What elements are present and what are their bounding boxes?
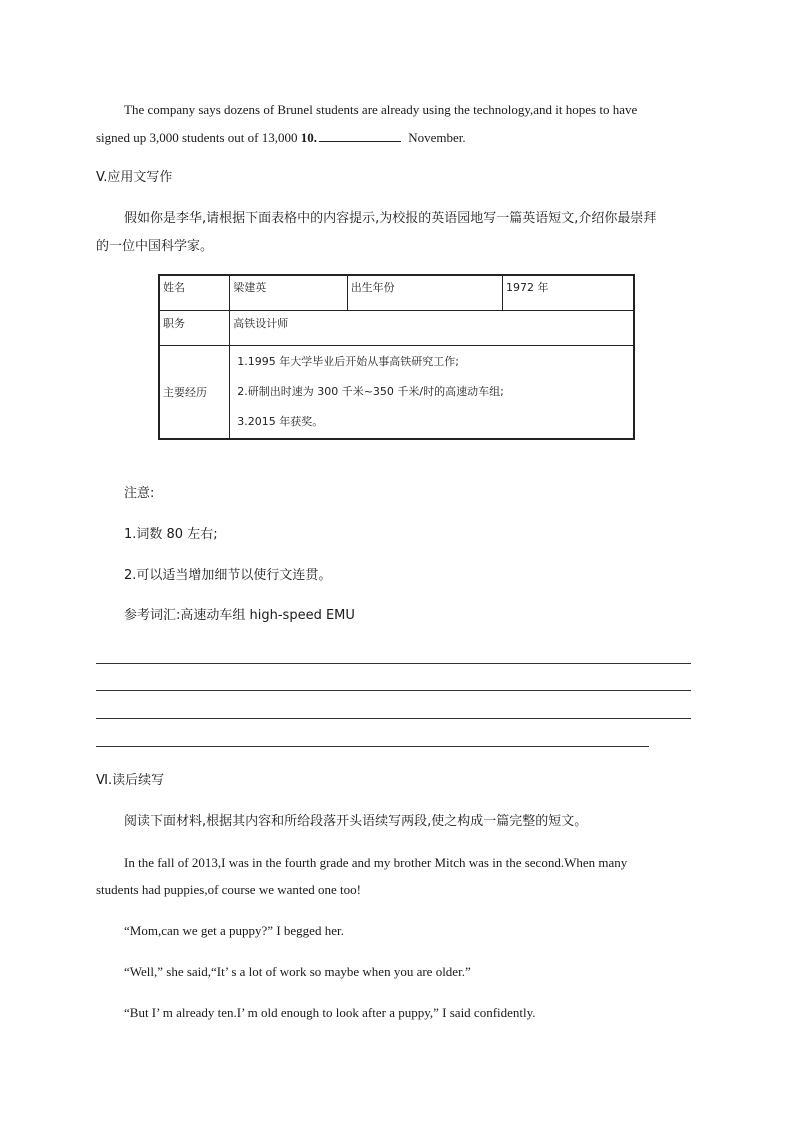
job-label: 职务: [159, 311, 230, 346]
answer-blank-10[interactable]: [319, 130, 401, 142]
experience-list: [230, 346, 634, 440]
section-5-heading: V.应用文写作: [96, 170, 173, 185]
section-5-prompt-line-1: 假如你是李华,请根据下面表格中的内容提示,为校报的英语园地写一篇英语短文,介绍你最崇拜: [124, 211, 657, 226]
story-para-1-line-2: students had puppies,of course we wanted one too!: [96, 882, 361, 897]
birth-value: 1972 年: [502, 275, 634, 311]
passage-line-2-end: November.: [405, 130, 466, 145]
notes-title: 注意:: [124, 486, 155, 501]
story-para-2: “Mom,can we get a puppy?” I begged her.: [124, 923, 344, 938]
table-row: [159, 311, 634, 346]
table-row: [159, 275, 634, 311]
experience-item-3: 3.2015 年获奖。: [237, 415, 324, 428]
story-para-4: “But I’ m already ten.I’ m old enough to look after a puppy,” I said confidently.: [124, 1005, 536, 1020]
experience-label: 主要经历: [159, 346, 230, 440]
passage-line-2: [96, 130, 466, 146]
story-para-3: “Well,” she said,“It’ s a lot of work so maybe when you are older.”: [124, 964, 471, 979]
name-label: 姓名: [159, 275, 230, 311]
writing-line-3[interactable]: [96, 718, 691, 719]
name-value: 梁建英: [230, 275, 347, 311]
question-number-10: 10.: [300, 130, 317, 145]
job-value: 高铁设计师: [230, 311, 634, 346]
passage-line-1: The company says dozens of Brunel students are already using the technology,and it hopes to have: [124, 102, 638, 117]
writing-line-4[interactable]: [96, 746, 649, 747]
note-1: 1.词数 80 左右;: [124, 527, 218, 542]
writing-line-1[interactable]: [96, 663, 691, 664]
story-para-1-line-1: In the fall of 2013,I was in the fourth grade and my brother Mitch was in the second.When many: [124, 855, 628, 870]
section-5-prompt-line-2: 的一位中国科学家。: [96, 239, 214, 254]
section-6-heading: Ⅵ.读后续写: [96, 773, 165, 788]
table-row: [159, 346, 634, 440]
passage-line-2-text: signed up 3,000 students out of 13,000: [96, 130, 301, 145]
experience-item-2: 2.研制出时速为 300 千米~350 千米/时的高速动车组;: [237, 385, 504, 398]
section-6-instruction: 阅读下面材料,根据其内容和所给段落开头语续写两段,使之构成一篇完整的短文。: [124, 814, 588, 829]
experience-item-1: 1.1995 年大学毕业后开始从事高铁研究工作;: [237, 355, 459, 368]
reference-vocabulary: 参考词汇:高速动车组 high-speed EMU: [124, 608, 355, 623]
note-2: 2.可以适当增加细节以使行文连贯。: [124, 568, 332, 583]
writing-line-2[interactable]: [96, 690, 691, 691]
birth-label: 出生年份: [347, 275, 502, 311]
scientist-info-table: [158, 274, 635, 440]
